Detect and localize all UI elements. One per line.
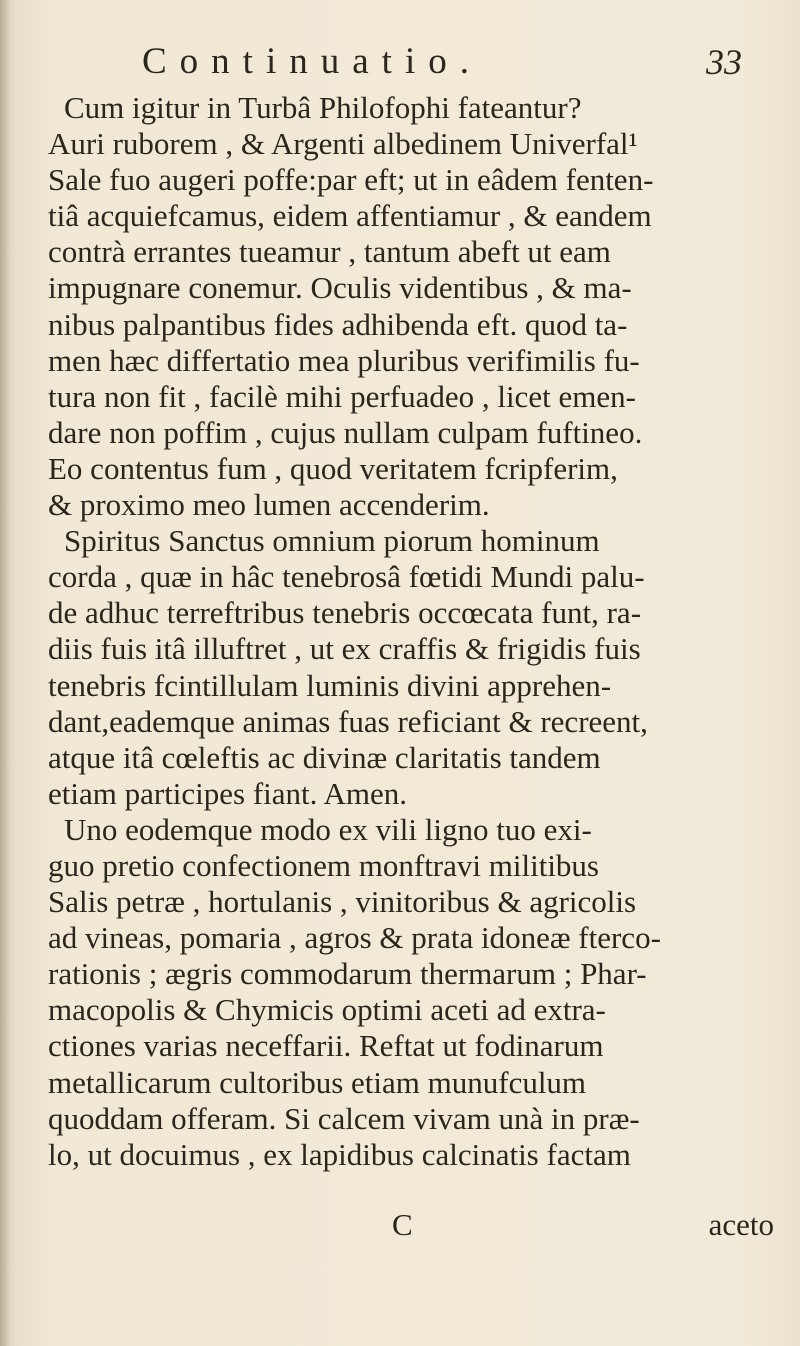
text-line: nibus palpantibus fides adhibenda eft. quod ta- — [48, 306, 628, 342]
text-line: dare non poffim , cujus nullam culpam fuftineo. — [48, 414, 643, 450]
page-number: 33 — [706, 42, 742, 82]
text-line: guo pretio confectionem monftravi militibus — [48, 847, 599, 883]
text-line: quoddam offeram. Si calcem vivam unà in præ- — [48, 1100, 640, 1136]
text-line: ad vineas, pomaria , agros & prata idoneæ fterco- — [48, 920, 661, 956]
catchword: aceto — [708, 1207, 774, 1242]
text-line: & proximo meo lumen accenderim. — [48, 487, 490, 523]
running-title: Continuatio. — [142, 41, 482, 82]
text-line: Eo contentus fum , quod veritatem fcripferim, — [48, 450, 618, 486]
running-head — [142, 38, 742, 86]
text-line: etiam participes fiant. Amen. — [48, 775, 407, 811]
text-line: men hæc differtatio mea pluribus verifimilis fu- — [48, 342, 640, 378]
text-line: macopolis & Chymicis optimi aceti ad extra- — [48, 992, 606, 1028]
text-line: Auri ruborem , & Argenti albedinem Univerfal¹ — [48, 126, 638, 162]
text-line: diis fuis itâ illuftret , ut ex craffis & frigidis fuis — [48, 631, 641, 667]
text-line: atque itâ cœleftis ac divinæ claritatis tandem — [48, 739, 601, 775]
text-line: Sale fuo augeri poffe:par eft; ut in eâdem fenten- — [48, 162, 654, 198]
text-line: de adhuc terreftribus tenebris occœcata funt, ra- — [48, 595, 642, 631]
signature-mark: C — [392, 1207, 413, 1242]
gutter-shadow — [0, 0, 10, 1346]
text-line: Salis petræ , hortulanis , vinitoribus & agricolis — [48, 884, 637, 920]
text-line: rationis ; ægris commodarum thermarum ; Phar- — [48, 956, 647, 992]
text-line: metallicarum cultoribus etiam munufculum — [48, 1064, 587, 1100]
text-line: impugnare conemur. Oculis videntibus , & ma- — [48, 270, 632, 306]
text-line: Cum igitur in Turbâ Philofophi fateantur? — [64, 90, 582, 125]
text-line: lo, ut docuimus , ex lapidibus calcinatis factam — [48, 1136, 631, 1172]
text-line: corda , quæ in hâc tenebrosâ fœtidi Mundi palu- — [48, 559, 645, 595]
text-line: Spiritus Sanctus omnium piorum hominum — [64, 523, 600, 559]
text-line: contrà errantes tueamur , tantum abeft ut eam — [48, 234, 611, 270]
text-line: dant,eademque animas fuas reficiant & recreent, — [48, 703, 648, 739]
text-line: tenebris fcintillulam luminis divini apprehen- — [48, 667, 612, 703]
body-text — [42, 90, 792, 1173]
page-footer — [42, 1205, 792, 1245]
text-line: tiâ acquiefcamus, eidem affentiamur , & eandem — [48, 198, 652, 234]
text-line: tura non fit , facilè mihi perfuadeo , licet emen- — [48, 378, 636, 414]
text-line: Uno eodemque modo ex vili ligno tuo exi- — [64, 811, 592, 847]
text-line: ctiones varias neceffarii. Reftat ut fodinarum — [48, 1028, 604, 1064]
